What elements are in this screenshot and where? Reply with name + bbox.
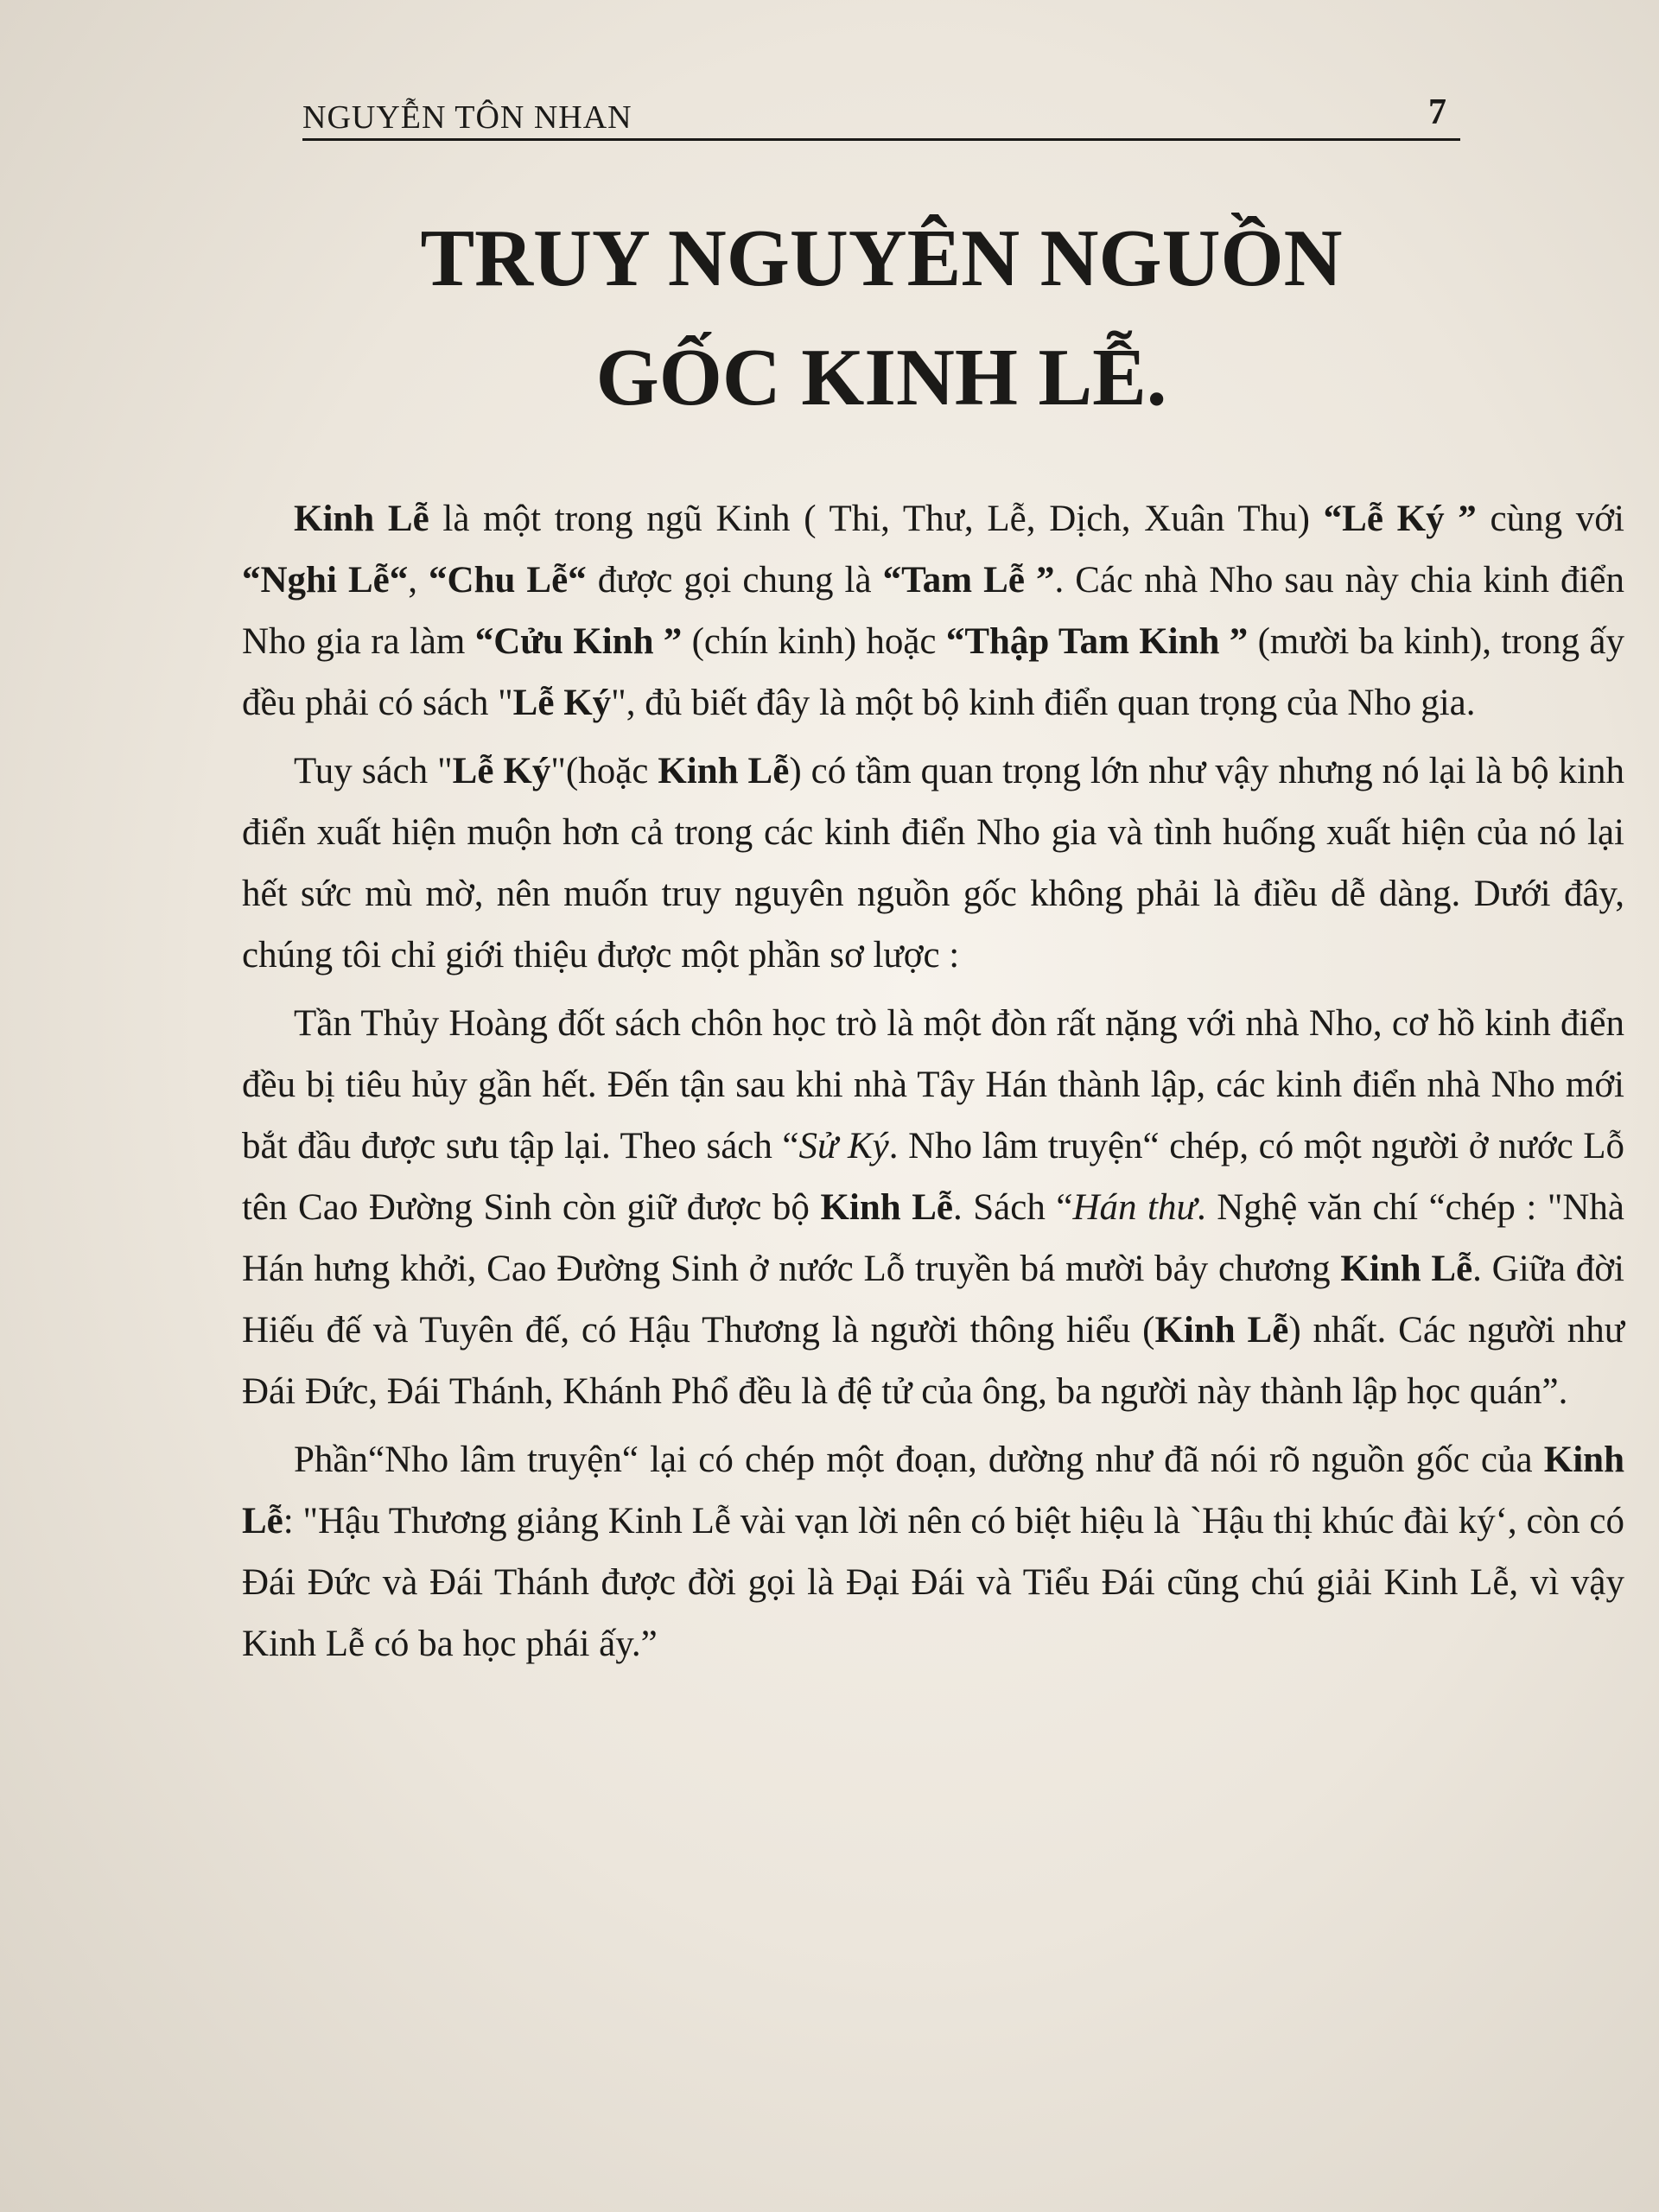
text-run: ) có tầm quan trọng lớn như vậy nhưng nó lại là bộ kinh điển xuất hiện muộn hơn cả trong các kinh điển Nho gia và tình huống xuất hiện của nó lại hết sức mù mờ, nên muốn truy nguyên nguồn gốc không phải là điều dễ dàng. Dưới đây, chúng tôi chỉ giới thiệu được một phần sơ lược : bbox=[242, 751, 1624, 976]
text-run: Phần“Nho lâm truyện“ lại có chép một đoạn, dường như đã nói rõ nguồn gốc của bbox=[294, 1440, 1544, 1480]
text-run: . Sách “ bbox=[952, 1187, 1073, 1228]
paragraph-3 bbox=[242, 993, 1624, 1422]
paragraph-2 bbox=[242, 741, 1624, 986]
bold-term: Kinh Lễ bbox=[294, 499, 429, 539]
bold-term: “Lễ Ký ” bbox=[1323, 499, 1477, 539]
body-text bbox=[242, 488, 1624, 1675]
chapter-title-line-2: GỐC KINH LỄ. bbox=[595, 333, 1167, 423]
italic-title: Sử Ký bbox=[798, 1126, 889, 1166]
bold-term: “Cửu Kinh ” bbox=[474, 621, 683, 662]
text-run: Tần Thủy Hoàng đốt sách chôn học trò là một đòn rất nặng với nhà Nho, cơ hồ kinh điển đều bị tiêu hủy gần hết. Đến tận sau khi nhà Tây Hán thành lập, các kinh điển nhà Nho mới bắt đầu được sưu tập lại. Theo sách “ bbox=[242, 1003, 1624, 1166]
chapter-title bbox=[302, 199, 1460, 437]
text-run: "(hoặc bbox=[550, 751, 658, 791]
text-run: , bbox=[408, 560, 429, 601]
bold-term: Kinh Lễ bbox=[820, 1187, 953, 1228]
text-run: là một trong ngũ Kinh ( Thi, Thư, Lễ, Dịch, Xuân Thu) bbox=[429, 499, 1324, 539]
text-run: ", đủ biết đây là một bộ kinh điển quan trọng của Nho gia. bbox=[611, 683, 1476, 723]
text-run: (mười ba kinh), trong ấy đều phải có sách " bbox=[242, 621, 1624, 723]
text-run: ) nhất. Các người như Đái Đức, Đái Thánh, Khánh Phổ đều là đệ tử của ông, ba người này thành lập học quán”. bbox=[242, 1310, 1624, 1412]
text-run: cùng với bbox=[1476, 499, 1624, 539]
paragraph-1 bbox=[242, 488, 1624, 734]
bold-term: “Thập Tam Kinh ” bbox=[945, 621, 1249, 662]
page-number: 7 bbox=[1428, 92, 1446, 132]
chapter-title-line-1: TRUY NGUYÊN NGUỒN bbox=[420, 213, 1343, 303]
bold-term: Kinh Lễ bbox=[658, 751, 790, 791]
bold-term: Kinh Lễ bbox=[242, 1440, 1624, 1541]
italic-title: Hán thư bbox=[1072, 1187, 1197, 1228]
text-run: Tuy sách " bbox=[294, 751, 453, 791]
text-run: . Nghệ văn chí “chép : "Nhà Hán hưng khởi, Cao Đường Sinh ở nước Lỗ truyền bá mười bảy chương bbox=[242, 1187, 1625, 1289]
text-run: : "Hậu Thương giảng Kinh Lễ vài vạn lời nên có biệt hiệu là `Hậu thị khúc đài ký‘, còn có Đái Đức và Đái Thánh được đời gọi là Đại Đái và Tiểu Đái cũng chú giải Kinh Lễ, vì vậy Kinh Lễ có ba học phái ấy.” bbox=[242, 1501, 1624, 1664]
text-run: (chín kinh) hoặc bbox=[682, 621, 946, 662]
text-run: . Nho lâm truyện“ chép, có một người ở nước Lỗ tên Cao Đường Sinh còn giữ được bộ bbox=[242, 1126, 1625, 1228]
bold-term: Lễ Ký bbox=[512, 683, 612, 723]
bold-term: Lễ Ký bbox=[452, 751, 551, 791]
running-header bbox=[302, 52, 1460, 141]
text-run: được gọi chung là bbox=[586, 560, 883, 601]
bold-term: Kinh Lễ bbox=[1154, 1310, 1289, 1351]
header-author: NGUYỄN TÔN NHAN bbox=[302, 99, 632, 136]
bold-term: “Chu Lễ“ bbox=[429, 560, 587, 601]
text-run: . Các nhà Nho sau này chia kinh điển Nho gia ra làm bbox=[242, 560, 1624, 662]
bold-term: Kinh Lễ bbox=[1340, 1249, 1473, 1289]
bold-term: “Nghi Lễ“ bbox=[242, 560, 409, 601]
paragraph-4 bbox=[242, 1429, 1624, 1675]
bold-term: “Tam Lễ ” bbox=[882, 560, 1055, 601]
text-run: . Giữa đời Hiếu đế và Tuyên đế, có Hậu Thương là người thông hiểu ( bbox=[242, 1249, 1624, 1351]
